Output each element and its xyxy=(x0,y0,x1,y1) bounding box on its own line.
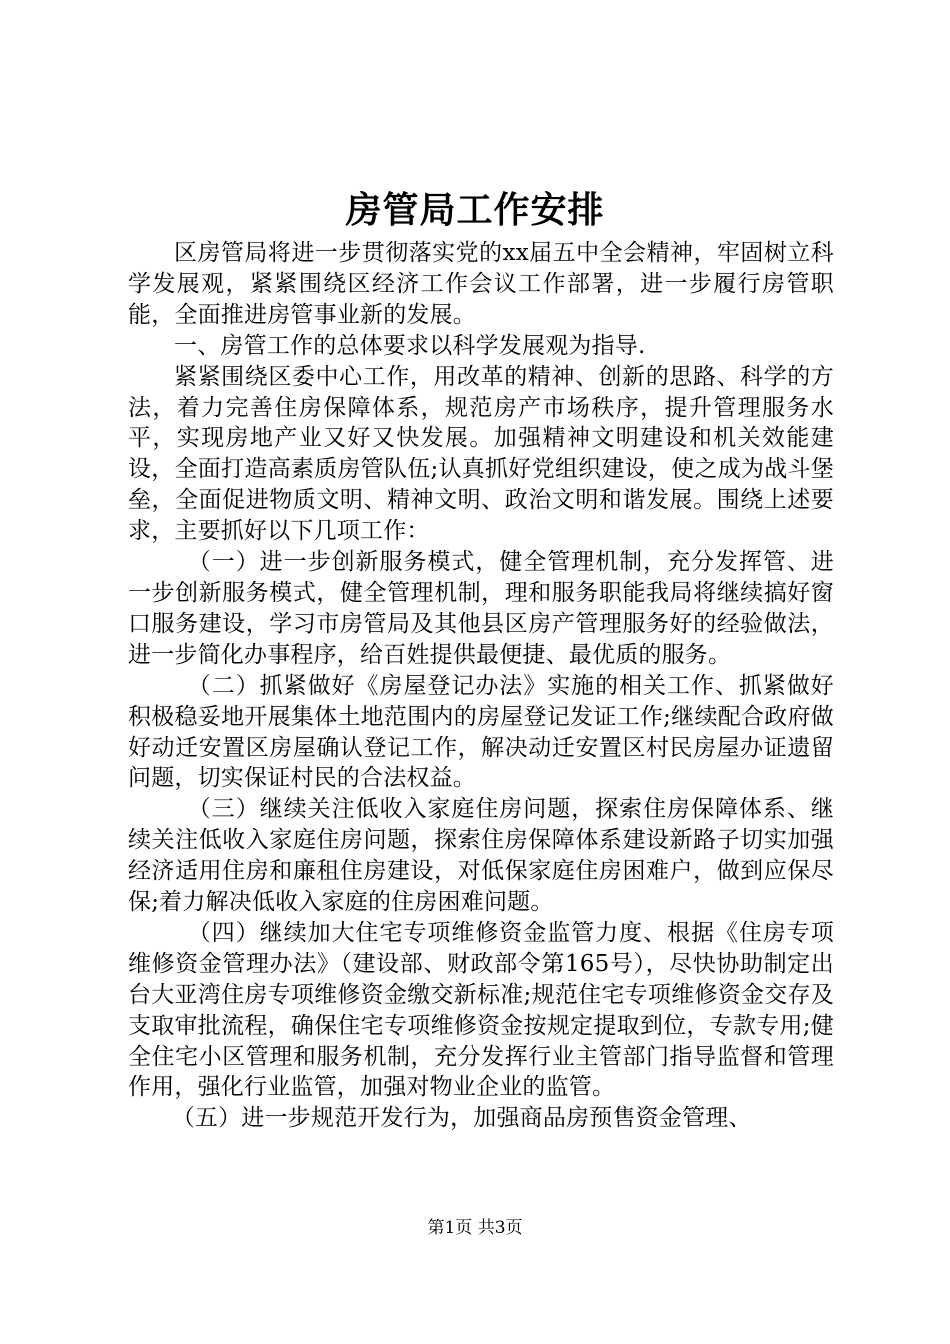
list-item-5: （五）进一步规范开发行为，加强商品房预售资金管理、 xyxy=(171,1105,752,1132)
page-footer: 第1页 共3页 xyxy=(427,1218,523,1238)
section-1-heading: 一、房管工作的总体要求以科学发展观为指导. xyxy=(174,332,646,359)
document-body xyxy=(128,238,834,1134)
list-item-4: （四）继续加大住宅专项维修资金监管力度、根据《住房专项维修资金管理办法》（建设部、财政部令第165号），尽快协助制定出台大亚湾住房专项维修资金缴交新标准;规范住宅专项维修资金交存及支取审批流程，确保住宅专项维修资金按规定提取到位，专款专用;健全住宅小区管理和服务机制，充分发挥行业主管部门指导监督和管理作用，强化行业监管，加强对物业企业的监管。 xyxy=(128,919,834,1101)
list-item-3: （三）继续关注低收入家庭住房问题，探索住房保障体系、继续关注低收入家庭住房问题，探索住房保障体系建设新路子切实加强经济适用住房和廉租住房建设，对低保家庭住房困难户，做到应保尽保;着力解决低收入家庭的住房困难问题。 xyxy=(128,796,834,916)
list-item-1: （一）进一步创新服务模式，健全管理机制，充分发挥管、进一步创新服务模式，健全管理机制，理和服务职能我局将继续搞好窗口服务建设，学习市房管局及其他县区房产管理服务好的经验做法，进一步简化办事程序，给百姓提供最便捷、最优质的服务。 xyxy=(128,549,834,668)
document-title: 房管局工作安排 xyxy=(345,189,605,231)
list-item-2: （二）抓紧做好《房屋登记办法》实施的相关工作、抓紧做好积极稳妥地开展集体土地范围内的房屋登记发证工作;继续配合政府做好动迁安置区房屋确认登记工作，解决动迁安置区村民房屋办证遗留问题，切实保证村民的合法权益。 xyxy=(128,672,834,792)
paragraph-intro: 区房管局将进一步贯彻落实党的xx届五中全会精神，牢固树立科学发展观，紧紧围绕区经济工作会议工作部署，进一步履行房管职能，全面推进房管事业新的发展。 xyxy=(128,240,834,328)
section-1-body: 紧紧围绕区委中心工作，用改革的精神、创新的思路、科学的方法，着力完善住房保障体系，规范房产市场秩序，提升管理服务水平，实现房地产业又好又快发展。加强精神文明建设和机关效能建设，全面打造高素质房管队伍;认真抓好党组织建设，使之成为战斗堡垒，全面促进物质文明、精神文明、政治文明和谐发展。围绕上述要求，主要抓好以下几项工作： xyxy=(128,363,834,545)
